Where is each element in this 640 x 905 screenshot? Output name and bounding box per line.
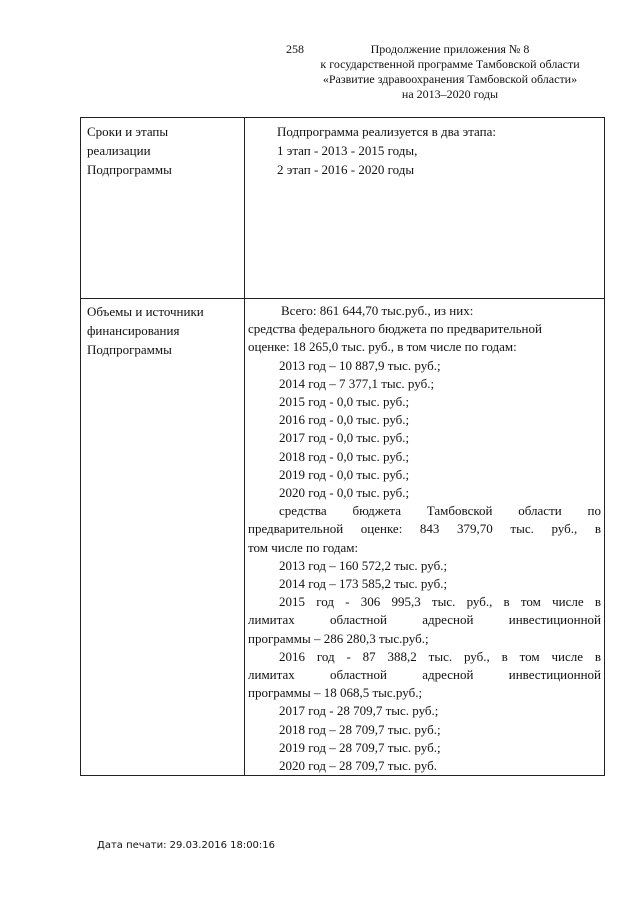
document-header (295, 42, 605, 102)
label-line: Подпрограммы (87, 162, 172, 177)
header-line: Продолжение приложения № 8 (370, 42, 530, 56)
value-line: том числе по годам: (248, 539, 359, 555)
value-line: 2017 год - 0,0 тыс. руб.; (279, 430, 410, 446)
row-divider (81, 298, 604, 299)
value-line: оценке: 18 265,0 тыс. руб., в том числе по годам: (248, 339, 517, 355)
value-line: 2014 год – 7 377,1 тыс. руб.; (279, 375, 435, 391)
value-line: 2016 год - 87 388,2 тыс. руб., в том числе в (279, 648, 601, 664)
value-line: 2013 год – 160 572,2 тыс. руб.; (279, 557, 448, 573)
label-line: Объемы и источники (87, 304, 204, 319)
row-label-funding (87, 302, 204, 359)
value-line: 2 этап - 2016 - 2020 годы (277, 162, 415, 177)
value-line: программы – 18 068,5 тыс.руб.; (248, 685, 423, 701)
value-line: 2020 год – 28 709,7 тыс. руб. (279, 758, 437, 774)
value-line: средства федерального бюджета по предварительной (248, 321, 542, 337)
page-number: 258 (286, 42, 304, 56)
value-line: лимитах областной адресной инвестиционной (248, 612, 601, 628)
row-value-terms (277, 122, 496, 179)
value-line: Всего: 861 644,70 тыс.руб., из них: (281, 303, 474, 318)
header-line: к государственной программе Тамбовской области (320, 57, 580, 71)
value-line: 2019 год – 28 709,7 тыс. руб.; (279, 739, 441, 755)
print-date: Дата печати: 29.03.2016 18:00:16 (97, 840, 276, 851)
value-line: Подпрограмма реализуется в два этапа: (277, 124, 496, 139)
passport-table (80, 117, 605, 776)
value-line: средства бюджета Тамбовской области по (279, 503, 601, 519)
label-line: Подпрограммы (87, 342, 172, 357)
label-line: реализации (87, 143, 151, 158)
value-line: программы – 286 280,3 тыс.руб.; (248, 630, 429, 646)
value-line: 2015 год - 0,0 тыс. руб.; (279, 394, 410, 410)
row-label-terms (87, 122, 172, 179)
value-line: 2020 год - 0,0 тыс. руб.; (279, 485, 410, 501)
value-line: 2018 год – 28 709,7 тыс. руб.; (279, 721, 441, 737)
row-value-funding (248, 302, 601, 775)
value-line: 2014 год – 173 585,2 тыс. руб.; (279, 576, 448, 592)
value-line: 2016 год - 0,0 тыс. руб.; (279, 412, 410, 428)
header-line: на 2013–2020 годы (401, 87, 499, 101)
value-line: 2013 год – 10 887,9 тыс. руб.; (279, 357, 441, 373)
label-line: Сроки и этапы (87, 124, 169, 139)
value-line: 1 этап - 2013 - 2015 годы, (277, 143, 418, 158)
value-line: 2018 год - 0,0 тыс. руб.; (279, 448, 410, 464)
column-divider (244, 118, 245, 775)
label-line: финансирования (87, 323, 180, 338)
value-line: предварительной оценке: 843 379,70 тыс. руб., в (248, 521, 601, 537)
value-line: 2019 год - 0,0 тыс. руб.; (279, 466, 410, 482)
value-line: лимитах областной адресной инвестиционной (248, 667, 601, 683)
value-line: 2017 год - 28 709,7 тыс. руб.; (279, 703, 439, 719)
value-line: 2015 год - 306 995,3 тыс. руб., в том числе в (279, 594, 601, 610)
header-line: «Развитие здравоохранения Тамбовской области» (322, 72, 578, 86)
